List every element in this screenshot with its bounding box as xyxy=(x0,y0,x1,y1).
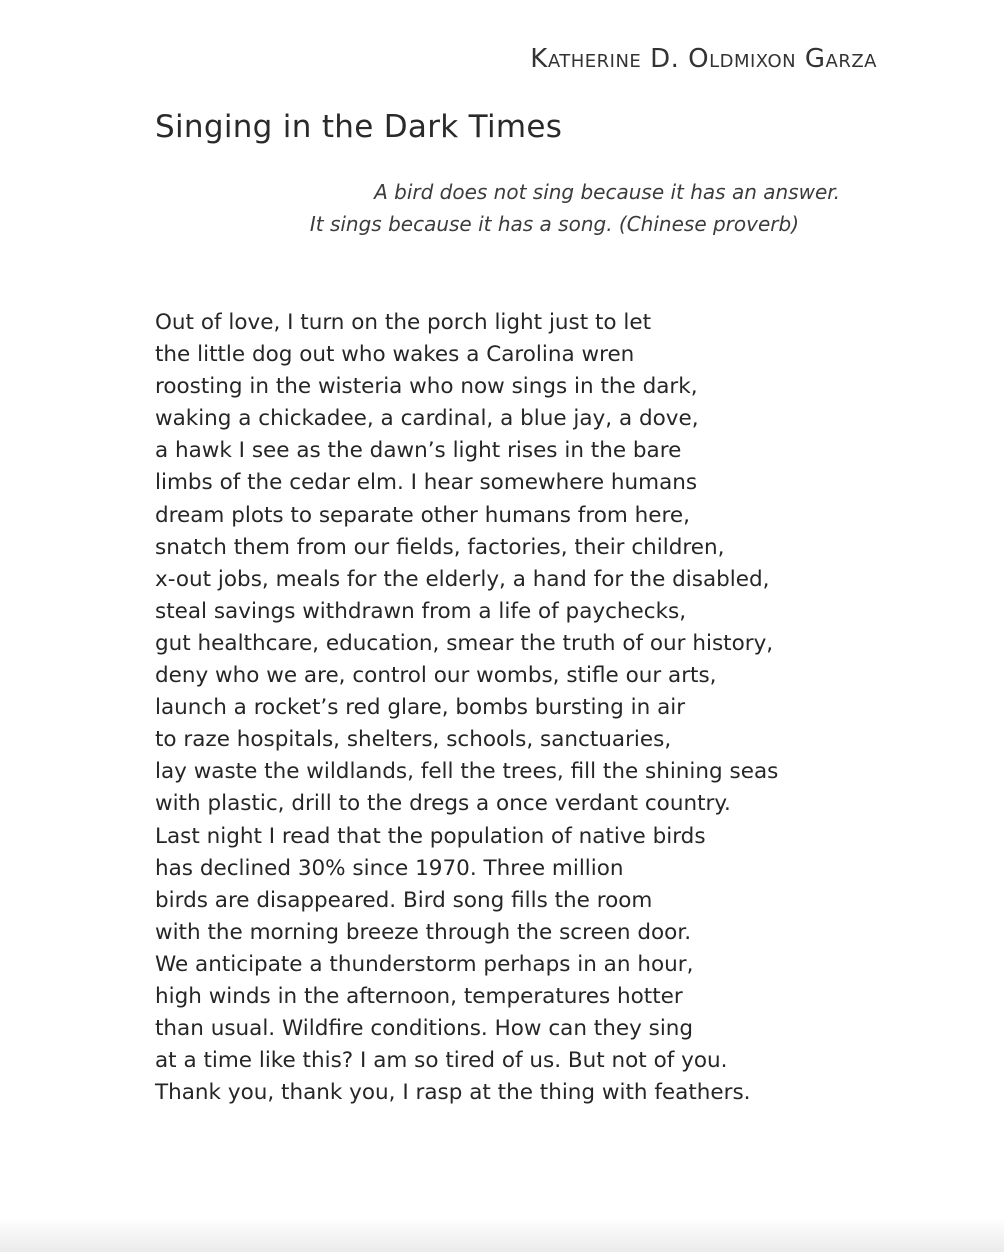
poem-line: gut healthcare, education, smear the truth of our history, xyxy=(155,630,774,656)
poem-line: dream plots to separate other humans from here, xyxy=(155,502,690,528)
epigraph-line: A bird does not sing because it has an answer. xyxy=(374,180,840,204)
poem-line: to raze hospitals, shelters, schools, sanctuaries, xyxy=(155,727,672,753)
poem-line: Out of love, I turn on the porch light just to let xyxy=(155,310,652,335)
poem-line: snatch them from our fields, factories, their children, xyxy=(155,534,725,560)
poem-line: roosting in the wisteria who now sings in the dark, xyxy=(155,374,698,400)
poem-line: a hawk I see as the dawn’s light rises in the bare xyxy=(155,438,682,464)
poem-line: deny who we are, control our wombs, stifle our arts, xyxy=(155,663,717,689)
poem-line: at a time like this? I am so tired of us. But not of you. xyxy=(155,1048,728,1074)
poem-line: than usual. Wildfire conditions. How can they sing xyxy=(155,1016,694,1042)
poem-line: the little dog out who wakes a Carolina wren xyxy=(155,342,635,368)
poem-line: steal savings withdrawn from a life of paychecks, xyxy=(155,598,687,624)
poem-line: lay waste the wildlands, fell the trees, fill the shining seas xyxy=(155,759,779,785)
poem-line: launch a rocket’s red glare, bombs bursting in air xyxy=(155,695,686,721)
poem-line: Last night I read that the population of native birds xyxy=(155,823,706,849)
poem-line: x-out jobs, meals for the elderly, a hand for the disabled, xyxy=(155,566,770,592)
poem-line: with plastic, drill to the dregs a once verdant country. xyxy=(155,791,731,817)
poem-line: with the morning breeze through the screen door. xyxy=(155,919,692,945)
poem-body xyxy=(155,307,778,1109)
poem-line: limbs of the cedar elm. I hear somewhere humans xyxy=(155,470,698,496)
poem-title: Singing in the Dark Times xyxy=(155,109,563,145)
poem-line: high winds in the afternoon, temperatures hotter xyxy=(155,983,683,1009)
poem-line: birds are disappeared. Bird song fills the room xyxy=(155,887,653,913)
page-bottom-shadow xyxy=(0,1218,1004,1252)
poem-line: We anticipate a thunderstorm perhaps in an hour, xyxy=(155,951,694,977)
running-header-author: Katherine D. Oldmixon Garza xyxy=(530,44,877,74)
poem-line: has declined 30% since 1970. Three million xyxy=(155,855,624,881)
poem-line: waking a chickadee, a cardinal, a blue jay, a dove, xyxy=(155,406,699,432)
poem-line: Thank you, thank you, I rasp at the thing with feathers. xyxy=(155,1080,751,1106)
epigraph-line: It sings because it has a song. (Chinese proverb) xyxy=(309,212,799,236)
